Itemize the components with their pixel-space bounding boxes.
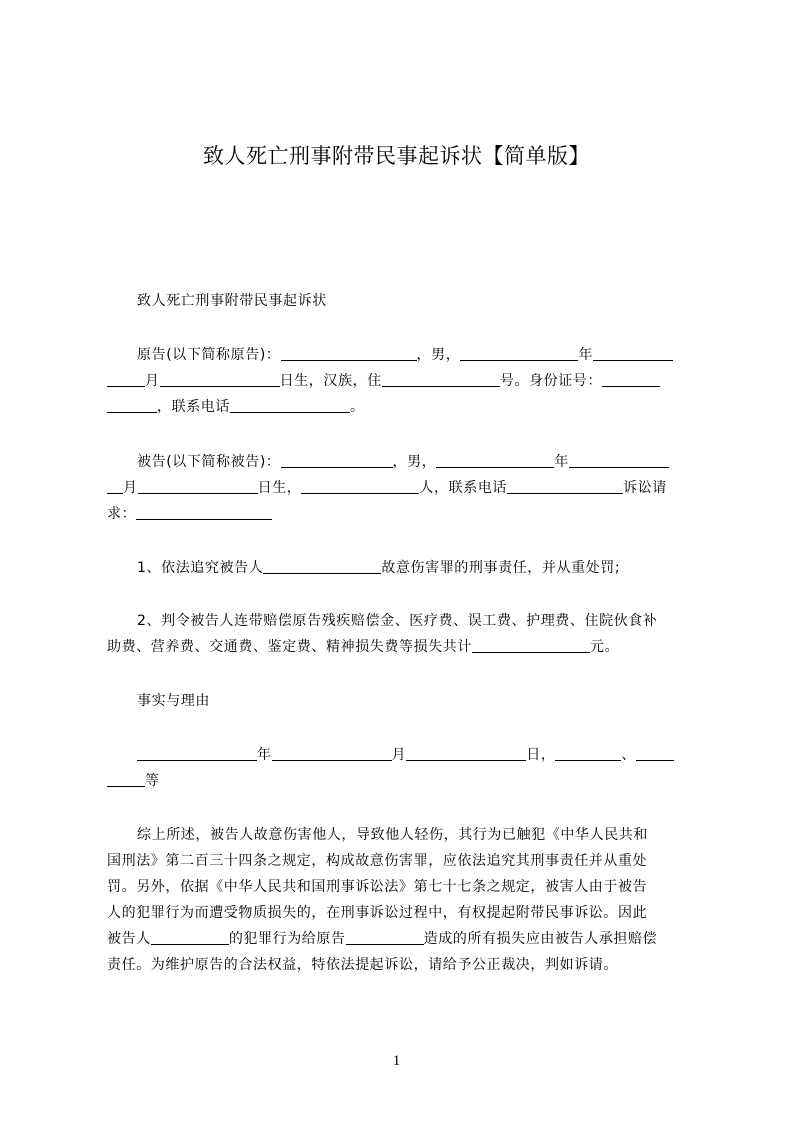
plaintiff-born-ethnic: 日生，汉族，住 xyxy=(279,373,382,389)
defendant-year-blank[interactable] xyxy=(436,451,554,468)
facts-party-b-blank-b[interactable] xyxy=(107,770,145,787)
plaintiff-name-blank[interactable] xyxy=(281,344,417,361)
plaintiff-line-1 xyxy=(107,342,733,368)
conclusion-defendant-label: 被告人 xyxy=(107,931,151,947)
claim-2-amount-blank[interactable] xyxy=(472,636,590,653)
defendant-day-blank[interactable] xyxy=(138,477,258,494)
defendant-line-3 xyxy=(107,501,703,527)
defendant-month-blank-a[interactable] xyxy=(569,451,669,468)
defendant-label: 被告(以下简称被告)： xyxy=(137,454,281,470)
defendant-name-blank[interactable] xyxy=(281,451,393,468)
facts-party-b-blank-a[interactable] xyxy=(636,744,674,761)
claim-2-line-2 xyxy=(107,634,703,660)
conclusion-line-2: 国刑法》第二百三十四条之规定，构成故意伤害罪，应依法追究其刑事责任并从重处 xyxy=(107,853,648,869)
plaintiff-label: 原告(以下简称原告)： xyxy=(137,347,281,363)
defendant-line-1 xyxy=(107,449,733,475)
defendant-born: 日生， xyxy=(257,480,302,496)
claim-2-suffix: 元。 xyxy=(590,639,620,655)
facts-day-label: 日， xyxy=(526,747,556,763)
plaintiff-phone-label: ，联系电话 xyxy=(157,399,230,415)
conclusion-line-4: 人的犯罪行为而遭受物质损失的，在刑事诉讼过程中，有权提起附带民事诉讼。因此 xyxy=(107,905,648,921)
page-number: 1 xyxy=(392,1053,401,1069)
facts-day-blank[interactable] xyxy=(406,744,526,761)
plaintiff-line-3 xyxy=(107,394,703,420)
facts-year-blank[interactable] xyxy=(137,744,257,761)
subtitle: 致人死亡刑事附带民事起诉状 xyxy=(137,293,327,309)
defendant-phone-blank[interactable] xyxy=(507,477,623,494)
plaintiff-day-blank[interactable] xyxy=(160,370,280,387)
plaintiff-address-blank[interactable] xyxy=(382,370,500,387)
plaintiff-id-blank-b[interactable] xyxy=(107,396,157,413)
facts-date-line-2 xyxy=(107,768,703,794)
facts-heading: 事实与理由 xyxy=(137,693,210,709)
claim-1 xyxy=(107,555,733,581)
defendant-claims-a: 诉讼请 xyxy=(623,480,667,496)
defendant-claims-blank[interactable] xyxy=(136,503,272,520)
defendant-month-label: 月 xyxy=(123,480,138,496)
plaintiff-month-blank-a[interactable] xyxy=(593,344,673,361)
claim-2-line-1: 2、判令被告人连带赔偿原告残疾赔偿金、医疗费、误工费、护理费、住院伙食补 xyxy=(137,613,658,629)
conclusion-line-1: 综上所述，被告人故意伤害他人，导致他人轻伤，其行为已触犯《中华人民共和 xyxy=(137,827,648,843)
plaintiff-gender: ，男， xyxy=(416,347,461,363)
plaintiff-line-2 xyxy=(107,368,703,394)
facts-month-label: 月 xyxy=(391,747,407,763)
defendant-origin-blank[interactable] xyxy=(301,477,419,494)
claim-1-suffix: 故意伤害罪的刑事责任，并从重处罚; xyxy=(381,560,621,576)
defendant-gender: ，男， xyxy=(392,454,437,470)
conclusion-line-3: 罚。另外，依据《中华人民共和国刑事诉讼法》第七十七条之规定，被害人由于被告 xyxy=(107,879,648,895)
conclusion-loss-text: 造成的所有损失应由被告人承担赔偿 xyxy=(423,931,658,947)
plaintiff-month-label: 月 xyxy=(145,373,160,389)
plaintiff-month-blank-b[interactable] xyxy=(107,370,145,387)
conclusion-crime-text: 的犯罪行为给原告 xyxy=(228,931,346,947)
facts-separator: 、 xyxy=(621,747,637,763)
defendant-line-2 xyxy=(107,475,703,501)
defendant-person-phone: 人，联系电话 xyxy=(419,480,508,496)
plaintiff-id-label: 号。身份证号： xyxy=(499,373,603,389)
facts-end: 等 xyxy=(145,773,160,789)
defendant-claims-b: 求： xyxy=(107,506,137,522)
plaintiff-year-blank[interactable] xyxy=(460,344,578,361)
document-title: 致人死亡刑事附带民事起诉状【简单版】 xyxy=(203,144,590,168)
defendant-year-label: 年 xyxy=(554,454,569,470)
facts-party-a-blank[interactable] xyxy=(555,744,621,761)
claim-2-prefix: 助费、营养费、交通费、鉴定费、精神损失费等损失共计 xyxy=(107,639,472,655)
conclusion-plaintiff-blank[interactable] xyxy=(346,928,424,945)
facts-date-line-1 xyxy=(107,742,733,768)
plaintiff-year-label: 年 xyxy=(578,347,593,363)
plaintiff-end: 。 xyxy=(350,399,365,415)
facts-year-label: 年 xyxy=(257,747,272,763)
facts-month-blank[interactable] xyxy=(272,744,392,761)
conclusion-line-5 xyxy=(107,926,703,952)
defendant-month-blank-b[interactable] xyxy=(107,477,123,494)
plaintiff-id-blank-a[interactable] xyxy=(602,370,660,387)
claim-1-prefix: 1、依法追究被告人 xyxy=(137,560,264,576)
claim-1-blank[interactable] xyxy=(263,557,381,574)
conclusion-defendant-blank[interactable] xyxy=(151,928,229,945)
conclusion-line-6: 责任。为维护原告的合法权益，特依法提起诉讼，请给予公正裁决，判如诉请。 xyxy=(107,957,618,973)
plaintiff-phone-blank[interactable] xyxy=(230,396,350,413)
